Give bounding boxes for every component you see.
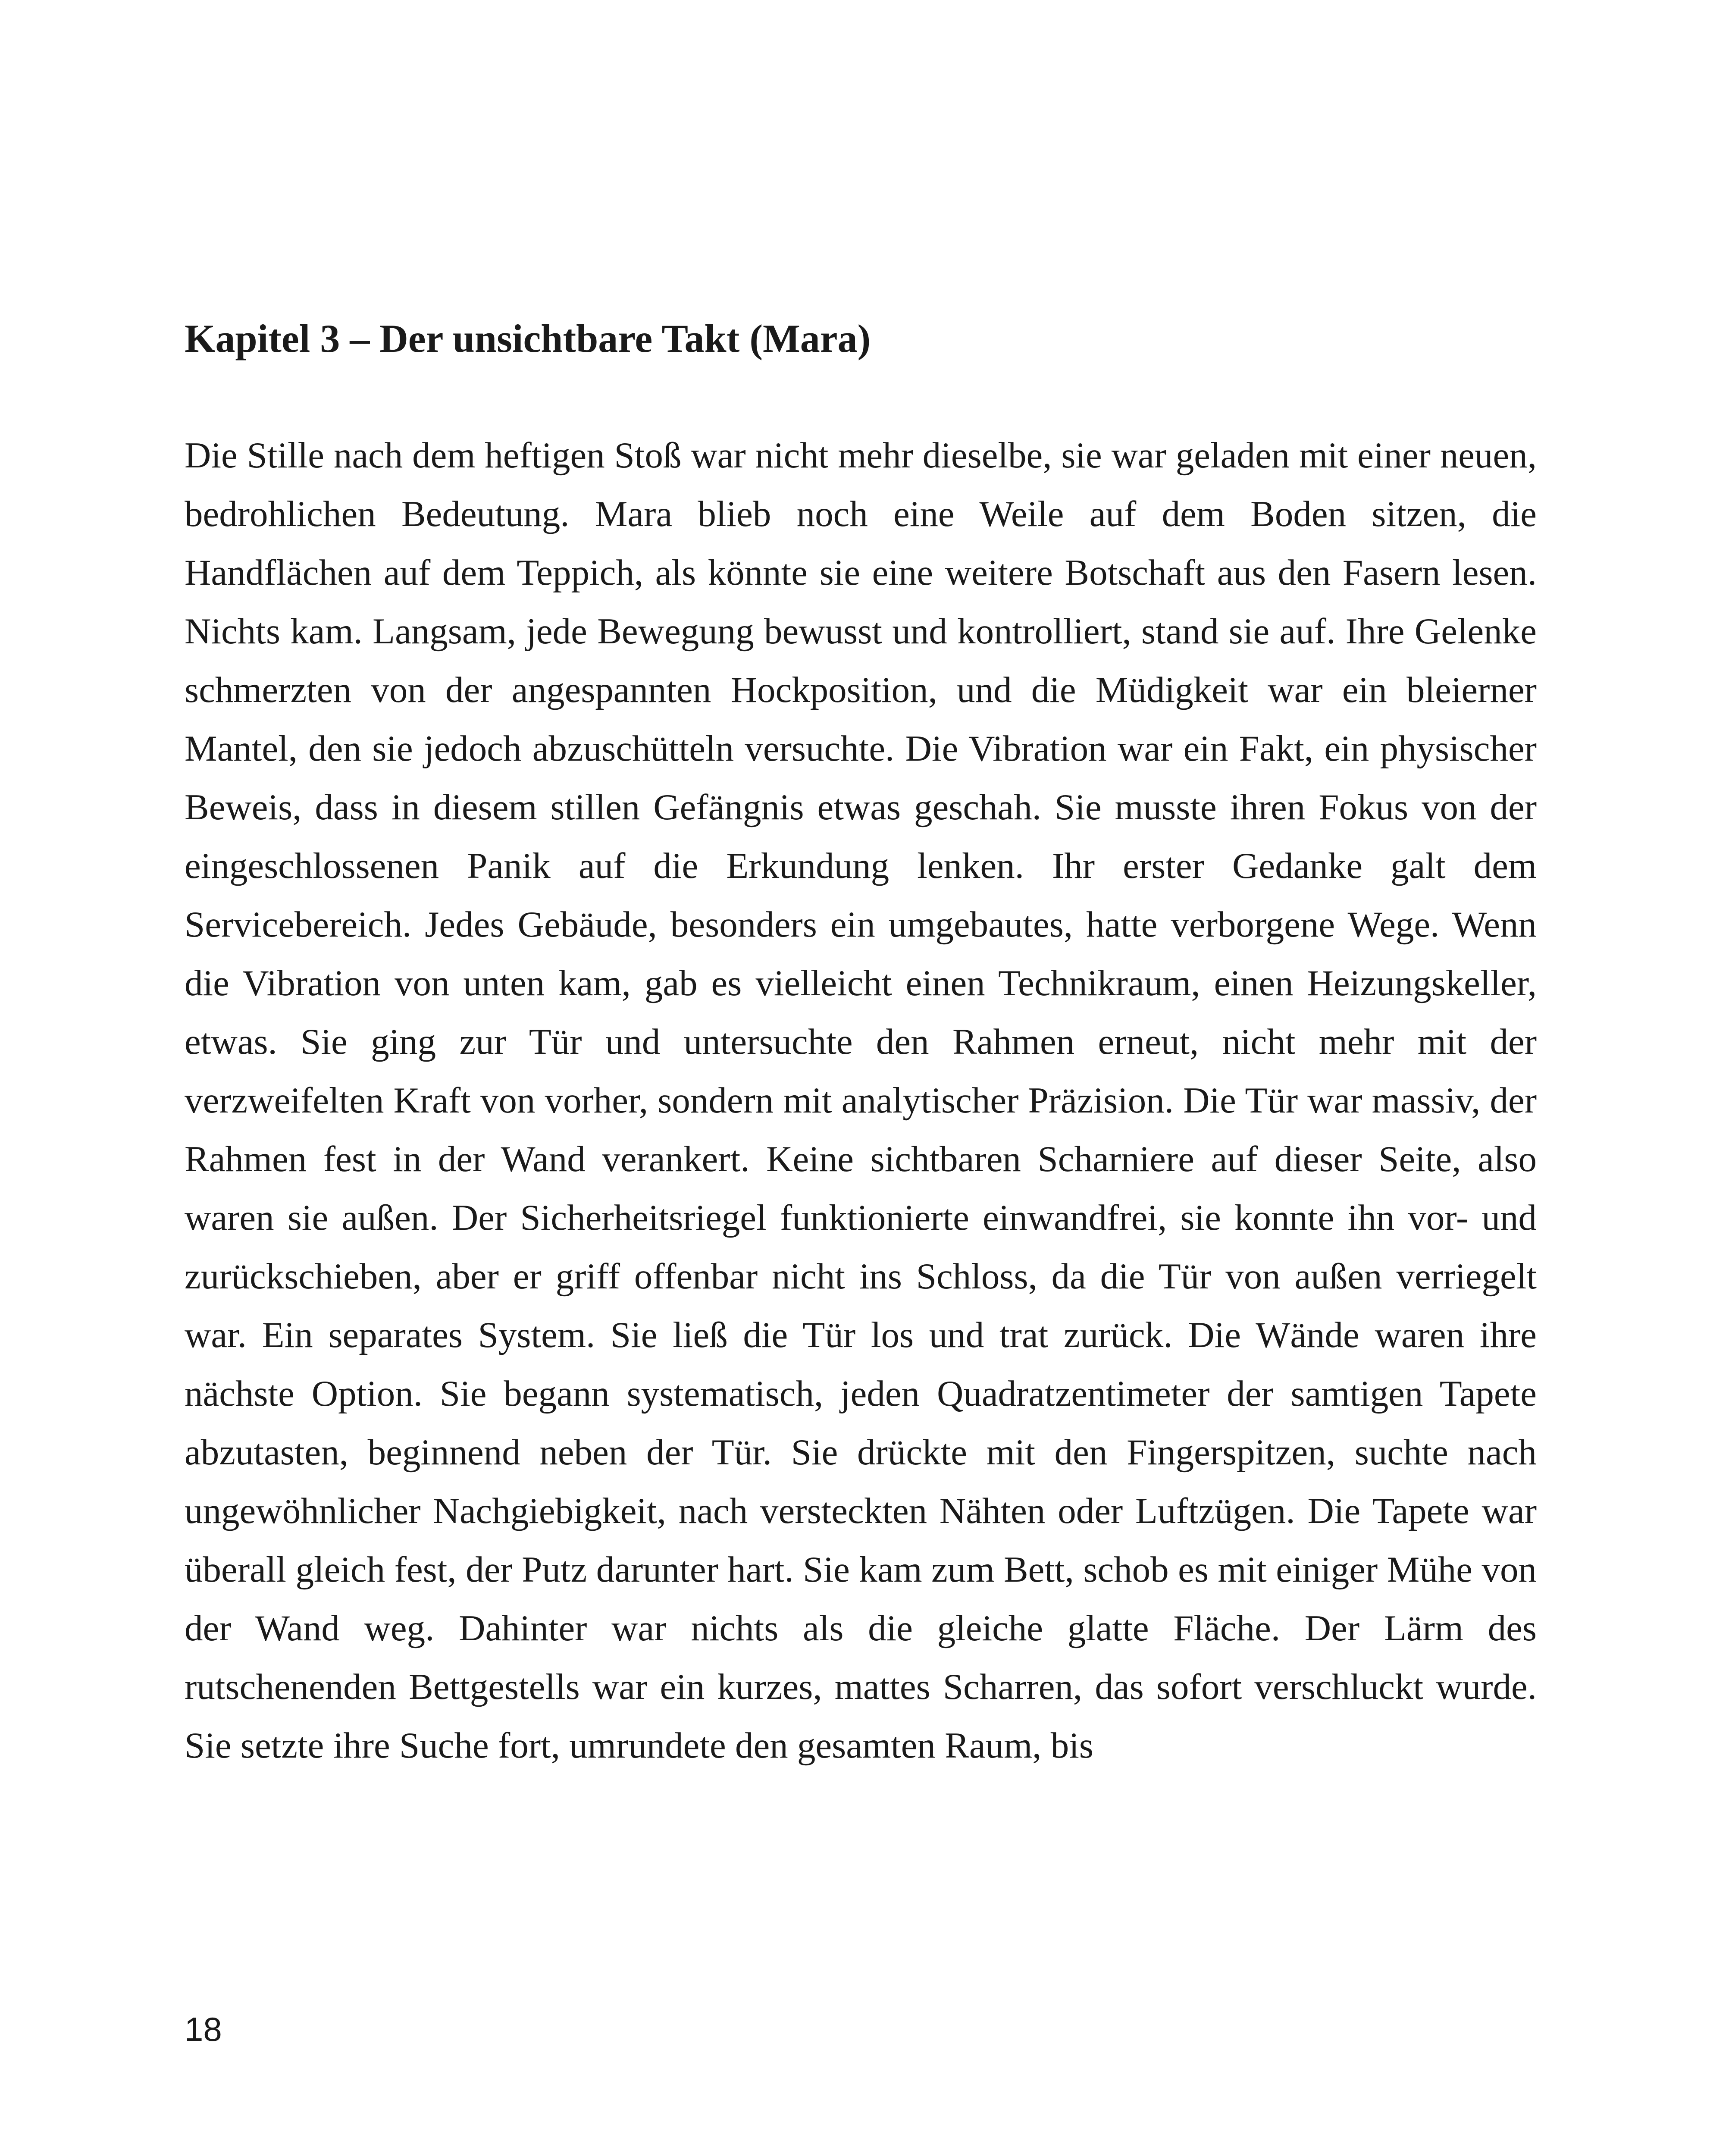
body-paragraph: Die Stille nach dem heftigen Stoß war nicht mehr dieselbe, sie war geladen mit einer neuen, bedrohlichen Bedeutung. Mara blieb noch eine Weile auf dem Boden sitzen, die Handflächen auf dem Teppich, als könnte sie eine weitere Botschaft aus den Fasern lesen. Nichts kam. Langsam, jede Bewegung bewusst und kontrolliert, stand sie auf. Ihre Gelenke schmerzten von der angespannten Hockposition, und die Müdigkeit war ein bleierner Mantel, den sie jedoch abzuschütteln versuchte. Die Vibration war ein Fakt, ein physischer Beweis, dass in diesem stillen Gefängnis etwas geschah. Sie musste ihren Fokus von der eingeschlossenen Panik auf die Erkundung lenken. Ihr erster Gedanke galt dem Servicebereich. Jedes Gebäude, besonders ein umgebautes, hatte verborgene Wege. Wenn die Vibration von unten kam, gab es vielleicht einen Technikraum, einen Heizungskeller, etwas. Sie ging zur Tür und untersuchte den Rahmen erneut, nicht mehr mit der verzweifelten Kraft von vorher, sondern mit analytischer Präzision. Die Tür war massiv, der Rahmen fest in der Wand verankert. Keine sichtbaren Scharniere auf dieser Seite, also waren sie außen. Der Sicherheitsriegel funktionierte einwandfrei, sie konnte ihn vor- und zurückschieben, aber er griff offenbar nicht ins Schloss, da die Tür von außen verriegelt war. Ein separates System. Sie ließ die Tür los und trat zurück. Die Wände waren ihre nächste Option. Sie begann systematisch, jeden Quadratzentimeter der samtigen Tapete abzutasten, beginnend neben der Tür. Sie drückte mit den Fingerspitzen, suchte nach ungewöhnlicher Nachgiebigkeit, nach versteckten Nähten oder Luftzügen. Die Tapete war überall gleich fest, der Putz darunter hart. Sie kam zum Bett, schob es mit einiger Mühe von der Wand weg. Dahinter war nichts als die gleiche glatte Fläche. Der Lärm des rutschenenden Bettgestells war ein kurzes, mattes Scharren, das sofort verschluckt wurde. Sie setzte ihre Suche fort, umrundete den gesamten Raum, bis — [185, 435, 1537, 1766]
page-number: 18 — [185, 2010, 222, 2048]
chapter-title: Kapitel 3 – Der unsichtbare Takt (Mara) — [185, 317, 871, 360]
